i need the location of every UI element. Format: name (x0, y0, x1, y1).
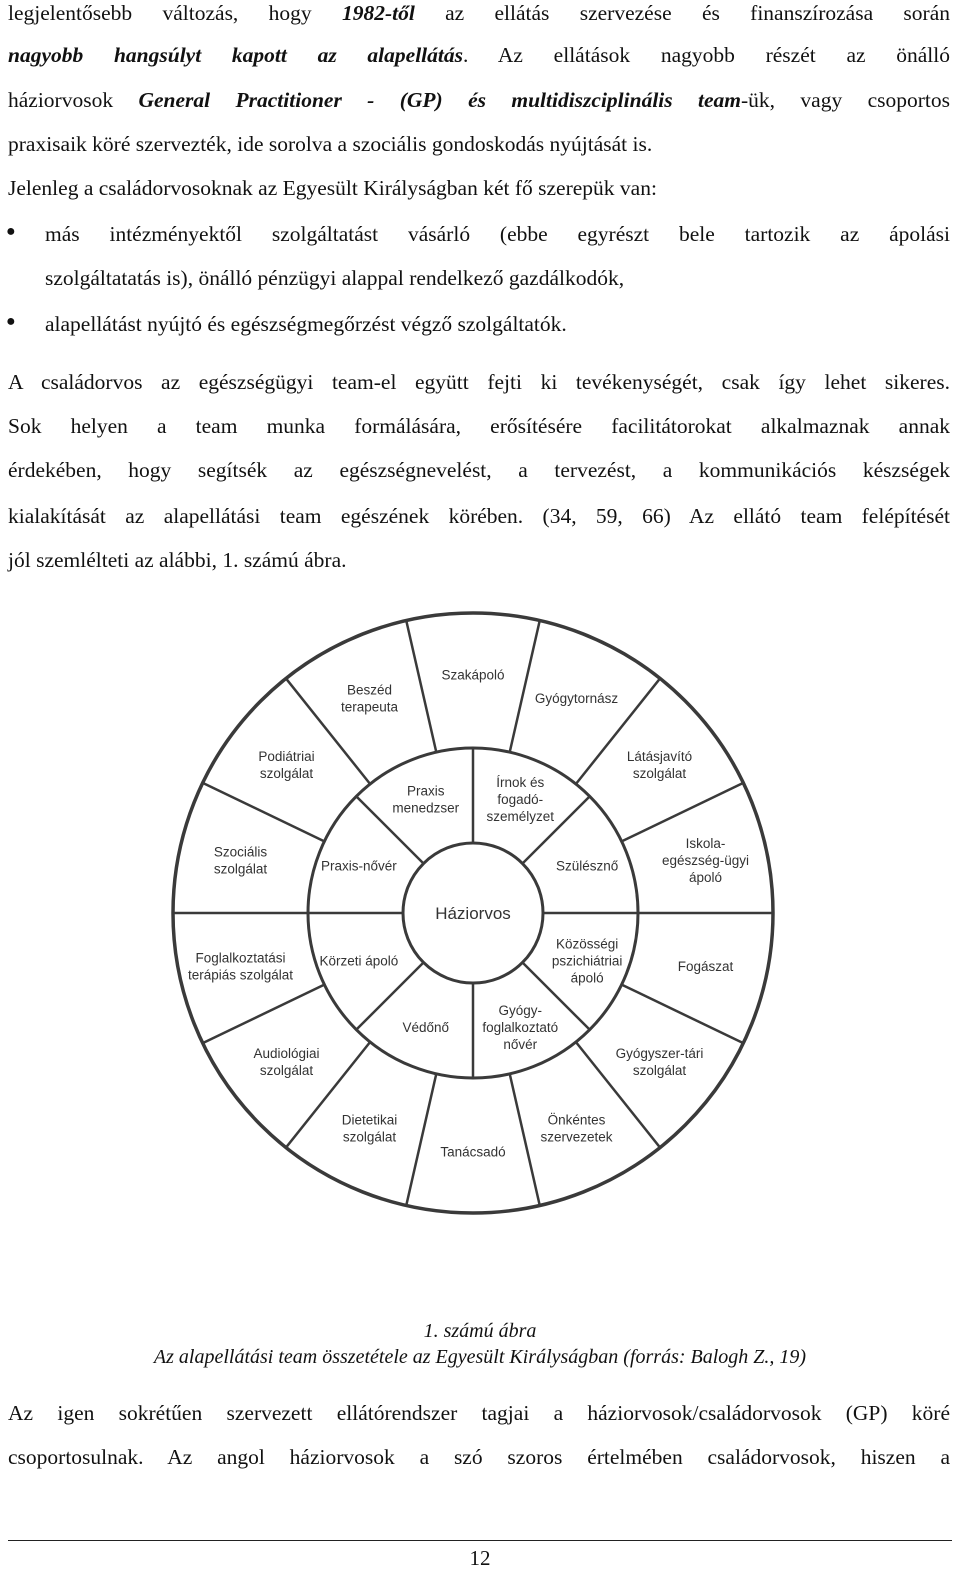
inner-sector-label-line: Körzeti ápoló (319, 953, 399, 969)
inner-sector-label-line: ápoló (570, 970, 604, 986)
outer-sector-label-line: terápiás szolgálat (187, 967, 294, 983)
outer-divider (406, 1074, 436, 1206)
text-segment: csoportosulnak. Az angol háziorvosok a szó szoros értelmében családorvosok, hiszen a (8, 1445, 950, 1469)
text-segment: A családorvos az egészségügyi team-el együtt fejti ki tevékenységét, csak így lehet sikeres. (8, 370, 950, 394)
outer-sector-label-line: szolgálat (632, 765, 687, 781)
inner-sector-label-line: Szülésznő (555, 858, 619, 874)
outer-sector-label (535, 691, 619, 706)
inner-sector-label (402, 1020, 449, 1035)
outer-sector-label-line: Látásjavító (626, 748, 693, 764)
text-segment: érdekében, hogy segítsék az egészségnevelést, a tervezést, a kommunikációs készségek (8, 458, 950, 482)
inner-sector-label-line: Írnok és (496, 774, 545, 790)
inner-sector-label (392, 783, 459, 815)
text-segment: háziorvosok (8, 88, 139, 112)
outer-sector-label-line: szolgálat (213, 861, 268, 877)
outer-sector-label-line: egészség-ügyi (661, 852, 750, 868)
outer-sector-label-line: Gyógyszer-tári (615, 1046, 704, 1062)
outer-sector-label-line: szolgálat (259, 1063, 314, 1079)
outer-sector-label-line: szolgálat (632, 1063, 687, 1079)
outer-sector-label-line: Dietetikai (341, 1112, 398, 1128)
text-segment: szolgáltatatás is), önálló pénzügyi alappal rendelkező gazdálkodók, (45, 266, 625, 290)
outer-sector-label-line: Iskola- (685, 835, 726, 851)
outer-sector-label-line: szolgálat (342, 1129, 397, 1145)
center-label: Háziorvos (435, 904, 511, 923)
text-segment: alapellátást nyújtó és egészségmegőrzést végző szolgáltatók. (45, 312, 567, 336)
outer-sector-label-line: Audiológiai (253, 1046, 320, 1062)
inner-sector-label-line: pszichiátriai (551, 953, 623, 969)
inner-sector-label-line: fogadó- (497, 791, 544, 807)
outer-sector-label (678, 959, 734, 974)
footer-rule (8, 1540, 952, 1541)
inner-sector-label (486, 775, 554, 824)
outer-sector-label (342, 1112, 398, 1144)
outer-divider (622, 783, 744, 842)
text-line (45, 265, 950, 291)
text-line (8, 1400, 950, 1426)
outer-sector-label (616, 1046, 704, 1078)
bullet-icon: ● (6, 223, 16, 240)
outer-divider (203, 783, 325, 842)
inner-sector-label-line: nővér (503, 1037, 538, 1053)
outer-sector-label (441, 668, 504, 683)
outer-sector-label-line: Szakápoló (441, 667, 505, 683)
outer-sector-label (254, 1046, 320, 1078)
inner-sector-label-line: Gyógy- (498, 1003, 543, 1019)
text-segment: az ellátás szervezése és finanszírozása során (414, 1, 951, 25)
outer-divider (510, 621, 540, 753)
inner-sector-label-line: Praxis-nővér (321, 858, 397, 874)
outer-sector-label-line: Foglalkoztatási (195, 950, 286, 966)
outer-sector-label-line: Tanácsadó (440, 1144, 506, 1160)
text-line (45, 311, 950, 337)
figure-number: 1. számú ábra (423, 1320, 537, 1342)
text-line (8, 457, 950, 483)
text-line (8, 413, 950, 439)
text-segment: más intézményektől szolgáltatást vásárló (ebbe egyrészt bele tartozik az ápolási (45, 222, 950, 246)
outer-divider (510, 1074, 540, 1206)
inner-sector-label-line: menedzser (392, 800, 460, 816)
outer-divider (622, 985, 744, 1044)
outer-sector-label-line: szervezetek (540, 1129, 613, 1145)
inner-sector-label-line: Praxis (406, 783, 445, 799)
text-segment: jól szemlélteti az alábbi, 1. számú ábra. (8, 548, 347, 572)
outer-sector-label-line: Gyógytornász (534, 691, 619, 707)
emphasis-text: 1982-től (341, 1, 415, 25)
text-segment: Az igen sokrétűen szervezett ellátórendszer tagjai a háziorvosok/családorvosok (GP) köré (8, 1401, 950, 1425)
inner-sector-label (319, 953, 398, 968)
text-line (8, 1444, 950, 1470)
emphasis-text: General Practitioner - (GP) és multidiszciplinális team (138, 88, 742, 112)
text-line (8, 42, 950, 68)
inner-sector-label-line: Védőnő (402, 1020, 450, 1036)
outer-sector-label-line: ápoló (688, 869, 723, 885)
outer-sector-label-line: Szociális (213, 844, 268, 860)
outer-divider (406, 621, 436, 753)
text-segment: Jelenleg a családorvosoknak az Egyesült Királyságban két fő szerepük van: (8, 176, 657, 200)
text-line (8, 0, 950, 26)
text-line (8, 131, 950, 157)
outer-sector-label-line: szolgálat (259, 765, 314, 781)
outer-sector-label-line: Önkéntes (547, 1112, 606, 1128)
text-line (45, 221, 950, 247)
text-segment: legjelentősebb változás, hogy (8, 1, 342, 25)
outer-sector-label (440, 1145, 505, 1160)
outer-sector-label (341, 683, 399, 715)
text-line (8, 503, 950, 529)
outer-sector-label (214, 844, 268, 876)
outer-sector-label (662, 836, 749, 885)
text-segment: . Az ellátások nagyobb részét az önálló (462, 43, 950, 67)
bullet-icon: ● (6, 313, 16, 330)
inner-sector-label-line: Közösségi (555, 936, 619, 952)
outer-sector-label (258, 749, 314, 781)
inner-sector-label (556, 859, 618, 874)
text-line (8, 175, 950, 201)
emphasis-text: nagyobb hangsúlyt kapott az alapellátás (8, 43, 463, 67)
inner-sector-label (482, 1003, 558, 1052)
outer-sector-label (188, 951, 293, 983)
outer-sector-label-line: Fogászat (677, 959, 734, 975)
text-segment: kialakítását az alapellátási team egészének körében. (34, 59, 66) Az ellátó team felépítését (8, 504, 950, 528)
text-segment: Sok helyen a team munka formálására, erősítésére facilitátorokat alkalmaznak annak (8, 414, 950, 438)
outer-divider (203, 985, 325, 1044)
page-number: 12 (469, 1546, 491, 1570)
inner-sector-label-line: személyzet (486, 808, 555, 824)
outer-sector-label-line: Podiátriai (258, 748, 315, 764)
outer-sector-label (540, 1112, 612, 1144)
text-line (8, 369, 950, 395)
team-diagram (138, 608, 818, 1268)
text-segment: -ük, vagy csoportos (741, 88, 950, 112)
text-line (8, 547, 950, 573)
outer-sector-label (627, 749, 692, 781)
inner-sector-label-line: foglalkoztató (482, 1020, 559, 1036)
text-segment: praxisaik köré szervezték, ide sorolva a szociális gondoskodás nyújtását is. (8, 132, 653, 156)
outer-sector-label-line: Beszéd (347, 682, 393, 698)
figure-caption: Az alapellátási team összetétele az Egyesült Királyságban (forrás: Balogh Z., 19) (153, 1346, 807, 1368)
inner-sector-label (552, 936, 623, 985)
outer-sector-label-line: terapeuta (340, 699, 399, 715)
inner-sector-label (321, 859, 397, 874)
text-line (8, 87, 950, 113)
